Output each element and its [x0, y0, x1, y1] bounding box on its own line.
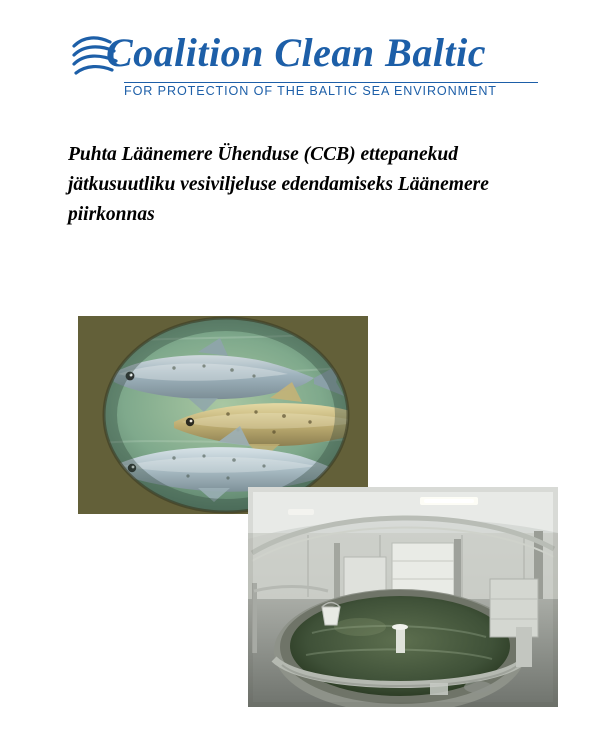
- logo-tagline: FOR PROTECTION OF THE BALTIC SEA ENVIRONMENT: [124, 84, 497, 98]
- indoor-fish-tank-photo: [248, 487, 558, 707]
- logo-divider: [124, 82, 538, 83]
- ccb-logo: [72, 26, 540, 104]
- logo-wordmark: Coalition Clean Baltic: [106, 30, 486, 75]
- page-title: Puhta Läänemere Ühenduse (CCB) ettepanekud jätkusuutliku vesiviljeluse edendamiseks Läänemere piirkonnas: [68, 144, 489, 225]
- fish-through-porthole-photo: [78, 316, 368, 514]
